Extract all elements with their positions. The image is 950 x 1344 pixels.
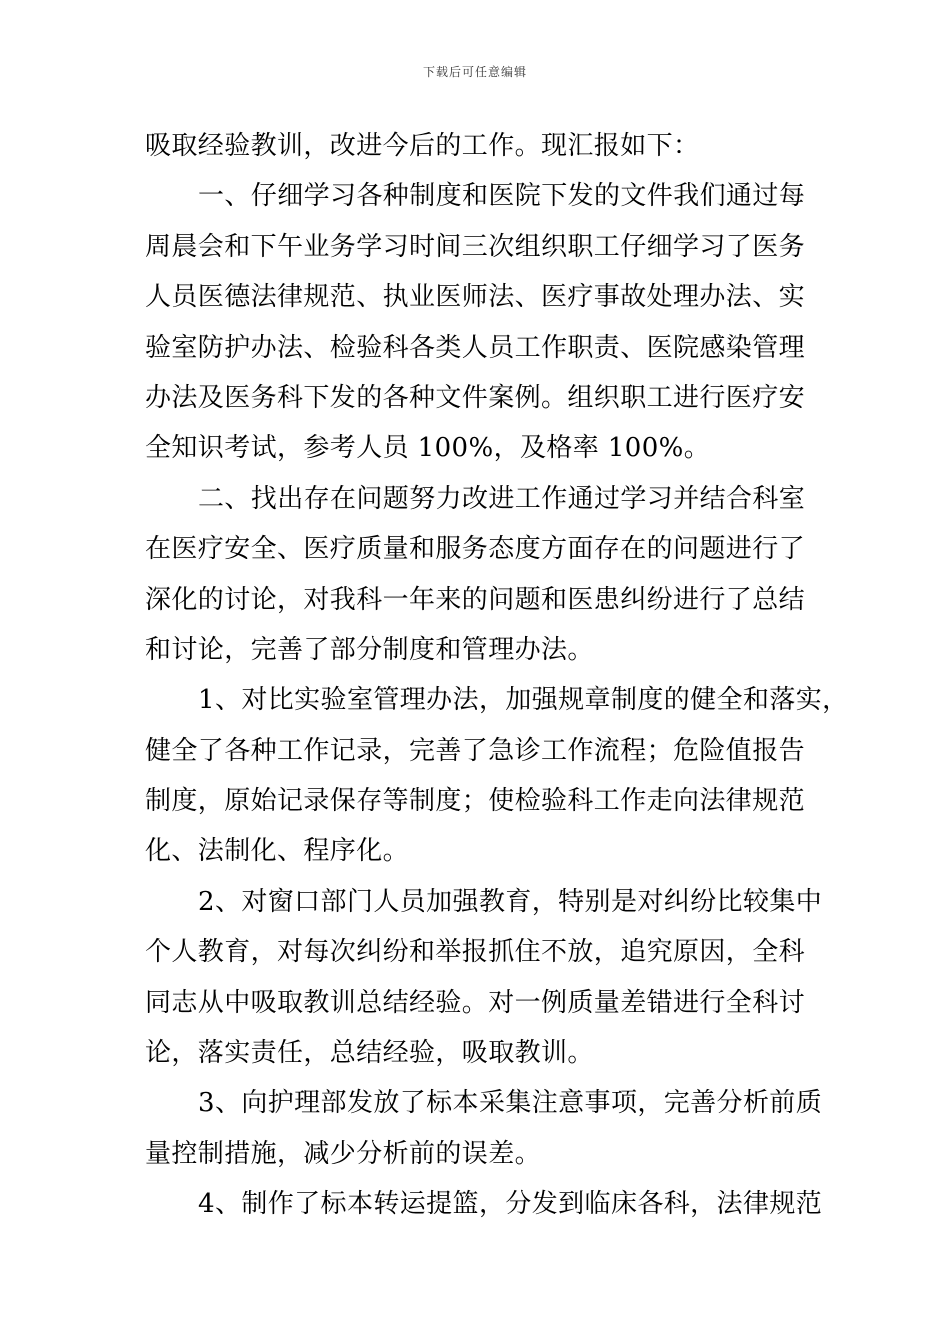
page-header-note: 下载后可任意编辑 xyxy=(422,65,527,79)
text-line: 验室防护办法、检验科各类人员工作职责、医院感染管理 xyxy=(145,332,806,363)
list-item-3: 3、向护理部发放了标本采集注意事项，完善分析前质 xyxy=(198,1088,823,1119)
section-heading-2: 二、找出存在问题努力改进工作通过学习并结合科室 xyxy=(198,483,806,514)
text-line: 健全了各种工作记录，完善了急诊工作流程；危险值报告 xyxy=(145,735,806,766)
text-line: 全知识考试，参考人员 100%，及格率 100%。 xyxy=(145,433,711,464)
list-item-2: 2、对窗口部门人员加强教育，特别是对纠纷比较集中 xyxy=(198,886,823,917)
text-line: 制度，原始记录保存等制度；使检验科工作走向法律规范 xyxy=(145,786,806,817)
text-line: 深化的讨论，对我科一年来的问题和医患纠纷进行了总结 xyxy=(145,584,806,615)
list-item-1: 1、对比实验室管理办法，加强规章制度的健全和落实， xyxy=(198,685,849,716)
text-line: 周晨会和下午业务学习时间三次组织职工仔细学习了医务 xyxy=(145,231,806,262)
text-line: 人员医德法律规范、执业医师法、医疗事故处理办法、实 xyxy=(145,282,806,313)
document-body xyxy=(145,128,849,1237)
text-line: 办法及医务科下发的各种文件案例。组织职工进行医疗安 xyxy=(145,382,806,413)
text-line: 个人教育，对每次纠纷和举报抓住不放，追究原因，全科 xyxy=(145,937,806,968)
text-line: 同志从中吸取教训总结经验。对一例质量差错进行全科讨 xyxy=(145,987,806,1018)
text-line: 和讨论，完善了部分制度和管理办法。 xyxy=(145,634,594,665)
section-heading-1: 一、仔细学习各种制度和医院下发的文件我们通过每 xyxy=(198,181,806,212)
text-line: 量控制措施，减少分析前的误差。 xyxy=(145,1138,542,1169)
text-line: 吸取经验教训，改进今后的工作。现汇报如下： xyxy=(145,131,700,161)
text-line: 论，落实责任，总结经验，吸取教训。 xyxy=(145,1038,594,1069)
text-line: 化、法制化、程序化。 xyxy=(145,836,410,867)
list-item-4: 4、制作了标本转运提篮，分发到临床各科，法律规范 xyxy=(198,1189,823,1220)
text-line: 在医疗安全、医疗质量和服务态度方面存在的问题进行了 xyxy=(145,534,806,565)
